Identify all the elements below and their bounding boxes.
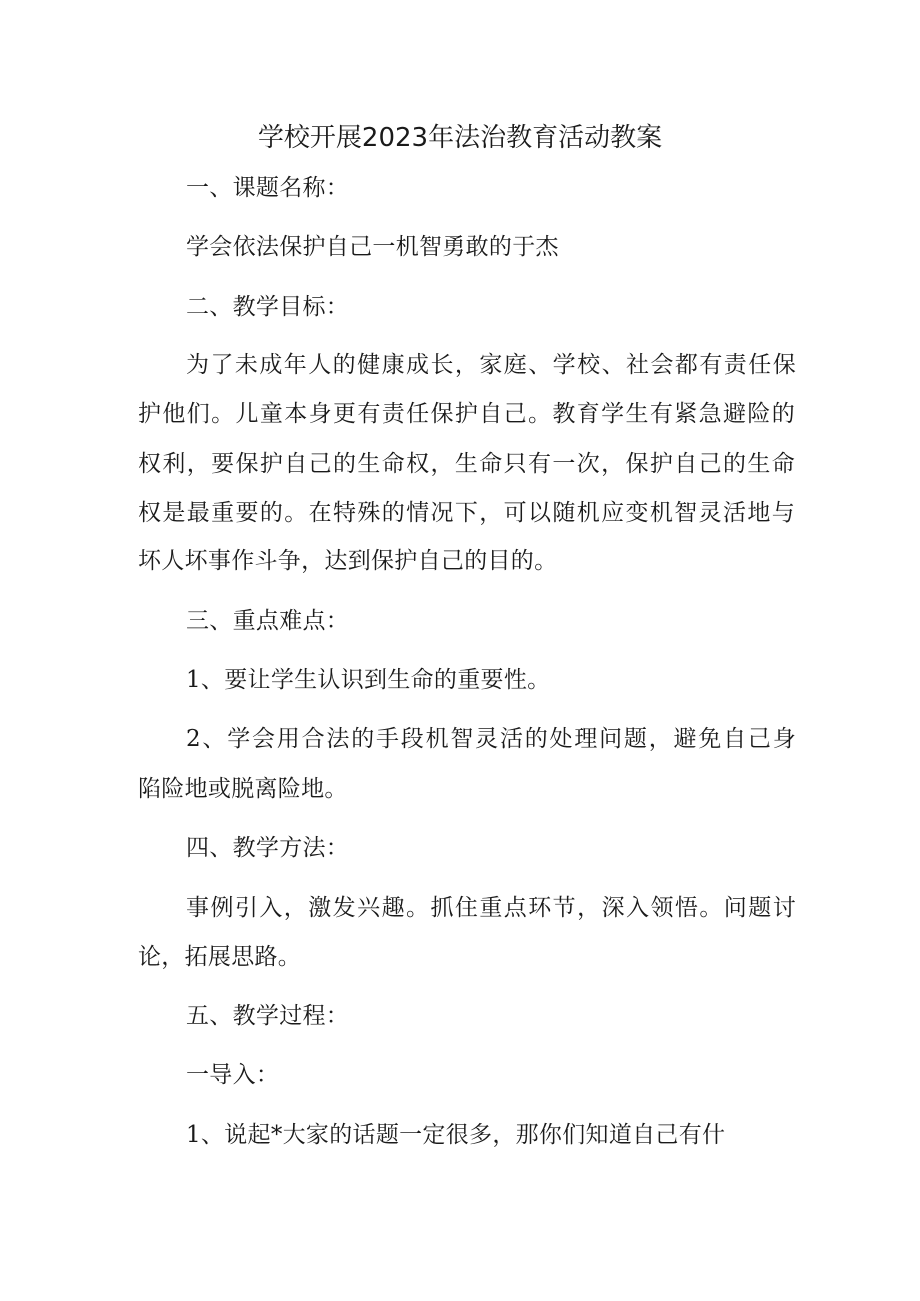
- section4-line: 事例引入，激发兴趣。抓住重点环节，深入领悟。问题讨: [186, 895, 796, 921]
- section1-text: 学会依法保护自己一机智勇敢的于杰: [186, 234, 559, 260]
- section3-heading: 三、重点难点：: [186, 608, 350, 634]
- section3-item1: 1、要让学生认识到生命的重要性。: [186, 667, 551, 693]
- section5-item1: 1、说起*大家的话题一定很多，那你们知道自己有什: [186, 1122, 726, 1148]
- section1-heading: 一、课题名称：: [186, 175, 350, 201]
- section4-heading: 四、教学方法：: [186, 835, 350, 861]
- section2-line: 为了未成年人的健康成长，家庭、学校、社会都有责任保: [186, 352, 796, 378]
- section3-item2-line: 2、学会用合法的手段机智灵活的处理问题，避免自己身: [186, 726, 796, 752]
- document-title: 学校开展2023年法治教育活动教案: [257, 123, 663, 153]
- section2-line: 坏人坏事作斗争，达到保护自己的目的。: [138, 548, 558, 574]
- section3-item2-line: 陷险地或脱离险地。: [138, 776, 348, 802]
- section4-line: 论，拓展思路。: [138, 944, 302, 970]
- section2-line: 权利，要保护自己的生命权，生命只有一次，保护自己的生命: [138, 451, 795, 477]
- section5-subheading: 一导入：: [186, 1062, 280, 1088]
- section2-line: 护他们。儿童本身更有责任保护自己。教育学生有紧急避险的: [138, 401, 795, 427]
- section5-heading: 五、教学过程：: [186, 1003, 350, 1029]
- section2-line: 权是最重要的。在特殊的情况下，可以随机应变机智灵活地与: [138, 500, 795, 526]
- section2-heading: 二、教学目标：: [186, 294, 350, 320]
